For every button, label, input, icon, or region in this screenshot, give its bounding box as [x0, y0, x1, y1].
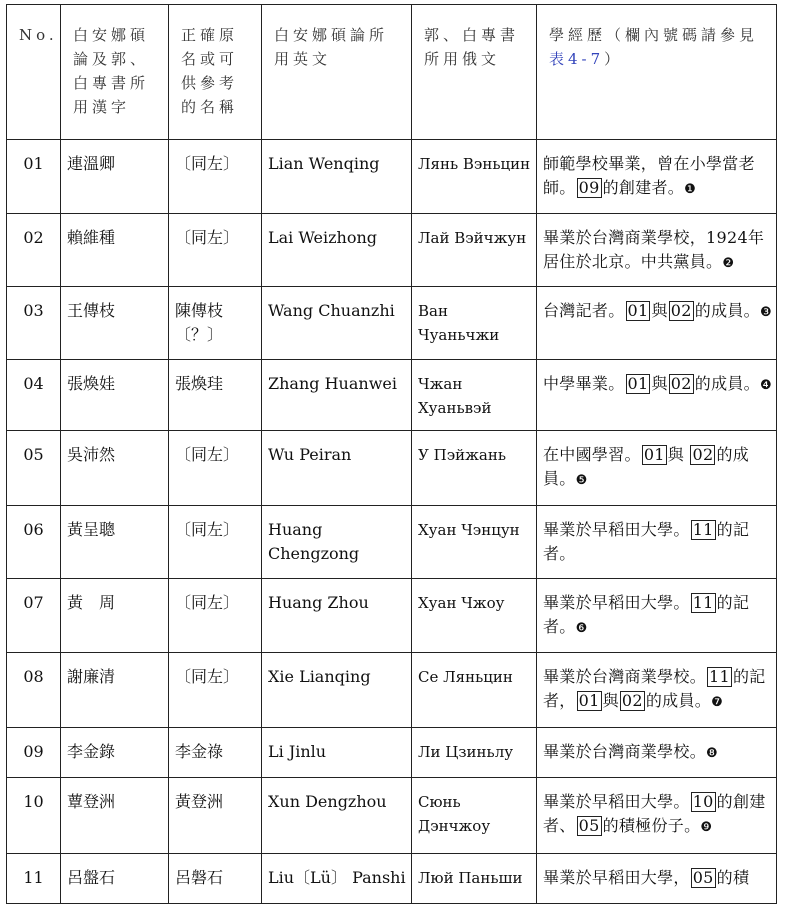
education-text: 畢業於台灣商業學校。: [543, 667, 707, 686]
english-name: Wang Chuanzhi: [262, 287, 412, 360]
english-name: Xun Dengzhou: [262, 778, 412, 854]
correct-name: 〔同左〕: [169, 653, 262, 728]
education-text: 的積: [716, 868, 750, 887]
education-text: 的創建者、: [543, 792, 766, 835]
english-name: Liu〔Lü〕 Panshi: [262, 854, 412, 904]
row-number: 11: [7, 854, 61, 904]
hanzi-name: 黃 周: [61, 579, 169, 653]
table-row: [7, 854, 777, 904]
education-text: 師範學校畢業，曾在小學當老師。: [543, 154, 755, 197]
table-row: [7, 287, 777, 360]
education-text: 的記者。: [543, 593, 750, 636]
hanzi-name: 黃呈聰: [61, 506, 169, 579]
hanzi-name: 李金錄: [61, 728, 169, 778]
header-correct-name: 正確原名或可供參考的名稱: [169, 5, 262, 140]
correct-name: 李金祿: [169, 728, 262, 778]
education-cell: [537, 287, 777, 360]
row-number: 03: [7, 287, 61, 360]
correct-name: 〔同左〕: [169, 579, 262, 653]
table-ref-number: 05: [578, 816, 600, 835]
footnote-marker: ❷: [722, 256, 735, 271]
education-cell: [537, 360, 777, 431]
education-cell: [537, 579, 777, 653]
russian-name: Лай Вэйчжун: [412, 214, 537, 287]
footnote-marker: ❾: [700, 820, 713, 835]
table-ref-number: 01: [578, 691, 600, 710]
table-row: [7, 360, 777, 431]
row-number: 07: [7, 579, 61, 653]
education-text: 的成員。: [645, 691, 712, 710]
table-row: [7, 506, 777, 579]
hanzi-name: 王傳枝: [61, 287, 169, 360]
table-ref-number: 11: [709, 667, 730, 686]
table-ref-number: 02: [621, 691, 643, 710]
english-name: Xie Lianqing: [262, 653, 412, 728]
education-text: 台灣記者。: [543, 301, 625, 320]
header-english: 白安娜碩論所用英文: [262, 5, 412, 140]
row-number: 08: [7, 653, 61, 728]
footnote-marker: ❹: [759, 378, 772, 393]
education-text: 畢業於早稻田大學。: [543, 792, 690, 811]
row-number: 10: [7, 778, 61, 854]
row-number: 04: [7, 360, 61, 431]
education-text: 與: [667, 445, 690, 464]
education-text: 畢業於早稻田大學，: [543, 868, 690, 887]
russian-name: У Пэйжань: [412, 431, 537, 506]
row-number: 05: [7, 431, 61, 506]
russian-name: Сюнь Дэнчжоу: [412, 778, 537, 854]
hanzi-name: 謝廉清: [61, 653, 169, 728]
education-text: 畢業於台灣商業學校。: [543, 742, 707, 761]
footnote-marker: ❸: [759, 305, 772, 320]
education-text: 的成員。: [694, 374, 760, 393]
education-text: 與: [651, 374, 668, 393]
russian-name: Лянь Вэньцин: [412, 140, 537, 214]
education-cell: [537, 653, 777, 728]
education-cell: [537, 728, 777, 778]
education-text: 畢業於早稻田大學。: [543, 593, 690, 612]
footnote-marker: ❺: [575, 473, 588, 488]
education-text: 中學畢業。: [543, 374, 625, 393]
english-name: Wu Peiran: [262, 431, 412, 506]
correct-name: 〔同左〕: [169, 431, 262, 506]
header-education-prefix: 學經歷（欄內號碼請參見: [549, 26, 759, 44]
table-row: [7, 579, 777, 653]
footnote-marker: ❼: [711, 695, 724, 710]
education-text: 的成員。: [543, 445, 750, 488]
table-row: [7, 778, 777, 854]
education-cell: [537, 214, 777, 287]
table-ref-number: 11: [692, 520, 714, 539]
education-text: 的創建者。: [602, 178, 685, 197]
table-row: [7, 653, 777, 728]
correct-name: 陳傳枝〔？〕: [169, 287, 262, 360]
correct-name: 張煥珪: [169, 360, 262, 431]
english-name: Huang Zhou: [262, 579, 412, 653]
correct-name: 呂磐石: [169, 854, 262, 904]
education-text: 的積極份子。: [602, 816, 701, 835]
footnote-marker: ❶: [684, 182, 697, 197]
row-number: 06: [7, 506, 61, 579]
education-cell: [537, 854, 777, 904]
row-number: 09: [7, 728, 61, 778]
row-number: 01: [7, 140, 61, 214]
education-text: 畢業於台灣商業學校，1924年居住於北京。中共黨員。: [543, 228, 765, 271]
russian-name: Ли Цзиньлу: [412, 728, 537, 778]
russian-name: Хуан Чэнцун: [412, 506, 537, 579]
education-text: 的記者，: [543, 667, 766, 710]
header-russian: 郭、白專書所用俄文: [412, 5, 537, 140]
education-text: 的記者。: [543, 520, 750, 563]
table-ref-number: 02: [670, 301, 692, 320]
hanzi-name: 連溫卿: [61, 140, 169, 214]
table-ref-number: 02: [692, 445, 714, 464]
english-name: Li Jinlu: [262, 728, 412, 778]
russian-name: Ван Чуаньчжи: [412, 287, 537, 360]
english-name: Huang Chengzong: [262, 506, 412, 579]
table-row: [7, 214, 777, 287]
english-name: Lian Wenqing: [262, 140, 412, 214]
hanzi-name: 呂盤石: [61, 854, 169, 904]
table-row: [7, 140, 777, 214]
education-cell: [537, 140, 777, 214]
table-ref-number: 01: [643, 445, 665, 464]
education-text: 與: [602, 691, 619, 710]
table-ref-number: 01: [627, 374, 649, 393]
russian-name: Чжан Хуаньвэй: [412, 360, 537, 431]
hanzi-name: 吳沛然: [61, 431, 169, 506]
education-text: 在中國學習。: [543, 445, 641, 464]
hanzi-name: 蕈登洲: [61, 778, 169, 854]
russian-name: Се Ляньцин: [412, 653, 537, 728]
table-row: [7, 728, 777, 778]
table-row: [7, 431, 777, 506]
education-text: 畢業於早稻田大學。: [543, 520, 690, 539]
header-no: No.: [7, 5, 61, 140]
footnote-marker: ❽: [706, 746, 718, 761]
hanzi-name: 賴維種: [61, 214, 169, 287]
correct-name: 黃登洲: [169, 778, 262, 854]
english-name: Zhang Huanwei: [262, 360, 412, 431]
russian-name: Хуан Чжоу: [412, 579, 537, 653]
education-cell: [537, 506, 777, 579]
education-cell: [537, 431, 777, 506]
table-ref-number: 10: [692, 792, 714, 811]
correct-name: 〔同左〕: [169, 214, 262, 287]
education-cell: [537, 778, 777, 854]
header-hanzi: 白安娜碩論及郭、白專書所用漢字: [61, 5, 169, 140]
footnote-marker: ❻: [575, 621, 588, 636]
header-education-suffix: ）: [604, 50, 624, 68]
education-text: 的成員。: [694, 301, 760, 320]
header-row: [7, 5, 777, 140]
row-number: 02: [7, 214, 61, 287]
correct-name: 〔同左〕: [169, 140, 262, 214]
education-text: 與: [651, 301, 668, 320]
table-ref-number: 09: [578, 178, 600, 197]
table-reference-link[interactable]: 表4-7: [549, 50, 605, 68]
table-ref-number: 05: [692, 868, 714, 887]
names-table: [6, 4, 777, 904]
table-ref-number: 01: [627, 301, 649, 320]
table-ref-number: 02: [670, 374, 692, 393]
russian-name: Люй Паньши: [412, 854, 537, 904]
header-education: [537, 5, 777, 140]
english-name: Lai Weizhong: [262, 214, 412, 287]
table-ref-number: 11: [692, 593, 714, 612]
correct-name: 〔同左〕: [169, 506, 262, 579]
hanzi-name: 張煥娃: [61, 360, 169, 431]
